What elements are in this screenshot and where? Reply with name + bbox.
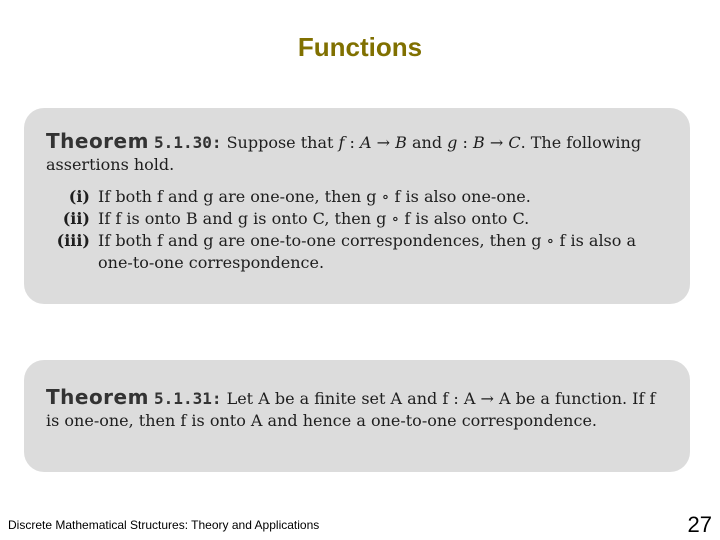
theorem-text: Let A be a finite set A and f : A → A be a function. If f is one-one, then f is onto A and hence a one-to-one correspondence. — [46, 389, 656, 430]
math-B: B — [395, 133, 407, 152]
theorem-intro-end: . The following assertions hold. — [46, 133, 642, 174]
item-text: If f is onto B and g is onto C, then g ∘ f is also onto C. — [98, 209, 530, 228]
and-text: and — [406, 133, 448, 152]
math-colon-2: : — [457, 133, 473, 152]
theorem-label: Theorem — [46, 385, 149, 409]
footer-course-title: Discrete Mathematical Structures: Theory and Applications — [8, 518, 320, 532]
item-text: If both f and g are one-one, then g ∘ f is also one-one. — [98, 187, 531, 206]
item-label: (ii) — [62, 209, 90, 228]
item-label: (i) — [68, 187, 90, 206]
list-item — [46, 186, 668, 208]
math-g: g — [447, 133, 458, 152]
item-label: (iii) — [56, 231, 90, 250]
theorem-statement — [46, 386, 668, 432]
theorem-intro-text: Suppose that — [226, 133, 339, 152]
math-arrow: → — [371, 133, 396, 152]
theorem-label: Theorem — [46, 129, 149, 153]
math-colon: : — [344, 133, 360, 152]
math-arrow-2: → — [484, 133, 509, 152]
assertion-list — [46, 186, 668, 274]
theorem-number: 5.1.31: — [154, 389, 222, 408]
list-item — [46, 208, 668, 230]
theorem-number: 5.1.30: — [154, 133, 222, 152]
math-C: C — [508, 133, 521, 152]
math-A: A — [360, 133, 372, 152]
theorem-box-5-1-30 — [24, 108, 690, 304]
math-f: f — [338, 133, 345, 152]
page-number: 27 — [687, 512, 712, 537]
theorem-box-5-1-31 — [24, 360, 690, 472]
item-text: If both f and g are one-to-one correspondences, then g ∘ f is also a one-to-one correspondence. — [98, 231, 637, 272]
theorem-statement — [46, 130, 668, 176]
list-item — [46, 230, 668, 274]
math-B-2: B — [472, 133, 485, 152]
slide-title: Functions — [297, 32, 423, 62]
